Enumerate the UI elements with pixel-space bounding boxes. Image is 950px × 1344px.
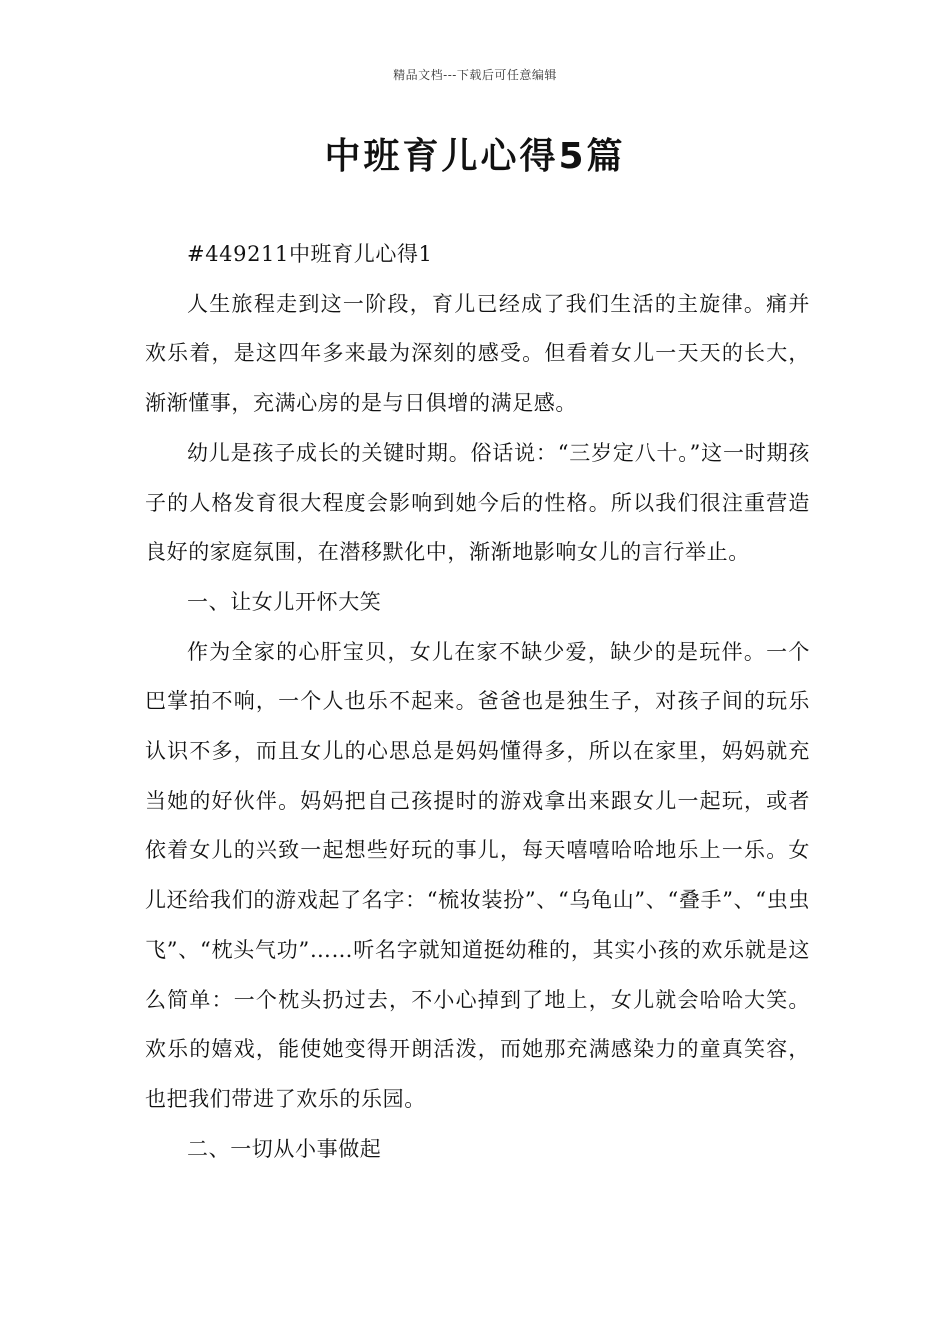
- header-note: 精品文档---下载后可任意编辑: [393, 68, 557, 82]
- document-title: 中班育儿心得5篇: [324, 136, 626, 177]
- document-body: [145, 230, 810, 1174]
- subheading-laugh: 一、让女儿开怀大笑: [187, 589, 382, 614]
- paragraph-early-childhood: 幼儿是孩子成长的关键时期。俗话说：“三岁定八十。”这一时期孩子的人格发育很大程度会影响到她今后的性格。所以我们很注重营造良好的家庭氛围，在潜移默化中，渐渐地影响女儿的言行举止。: [145, 440, 810, 565]
- section-heading: #449211中班育儿心得1: [187, 242, 433, 266]
- subheading-small-things: 二、一切从小事做起: [187, 1136, 382, 1161]
- paragraph-intro: 人生旅程走到这一阶段，育儿已经成了我们生活的主旋律。痛并欢乐着，是这四年多来最为深刻的感受。但看着女儿一天天的长大，渐渐懂事，充满心房的是与日俱增的满足感。: [145, 291, 810, 416]
- paragraph-playmate: 作为全家的心肝宝贝，女儿在家不缺少爱，缺少的是玩伴。一个巴掌拍不响，一个人也乐不起来。爸爸也是独生子，对孩子间的玩乐认识不多，而且女儿的心思总是妈妈懂得多，所以在家里，妈妈就充当她的好伙伴。妈妈把自己孩提时的游戏拿出来跟女儿一起玩，或者依着女儿的兴致一起想些好玩的事儿，每天嘻嘻哈哈地乐上一乐。女儿还给我们的游戏起了名字：“梳妆装扮”、“乌龟山”、“叠手”、“虫虫飞”、“枕头气功”……听名字就知道挺幼稚的，其实小孩的欢乐就是这么简单：一个枕头扔过去，不小心掉到了地上，女儿就会哈哈大笑。欢乐的嬉戏，能使她变得开朗活泼，而她那充满感染力的童真笑容，也把我们带进了欢乐的乐园。: [145, 639, 810, 1111]
